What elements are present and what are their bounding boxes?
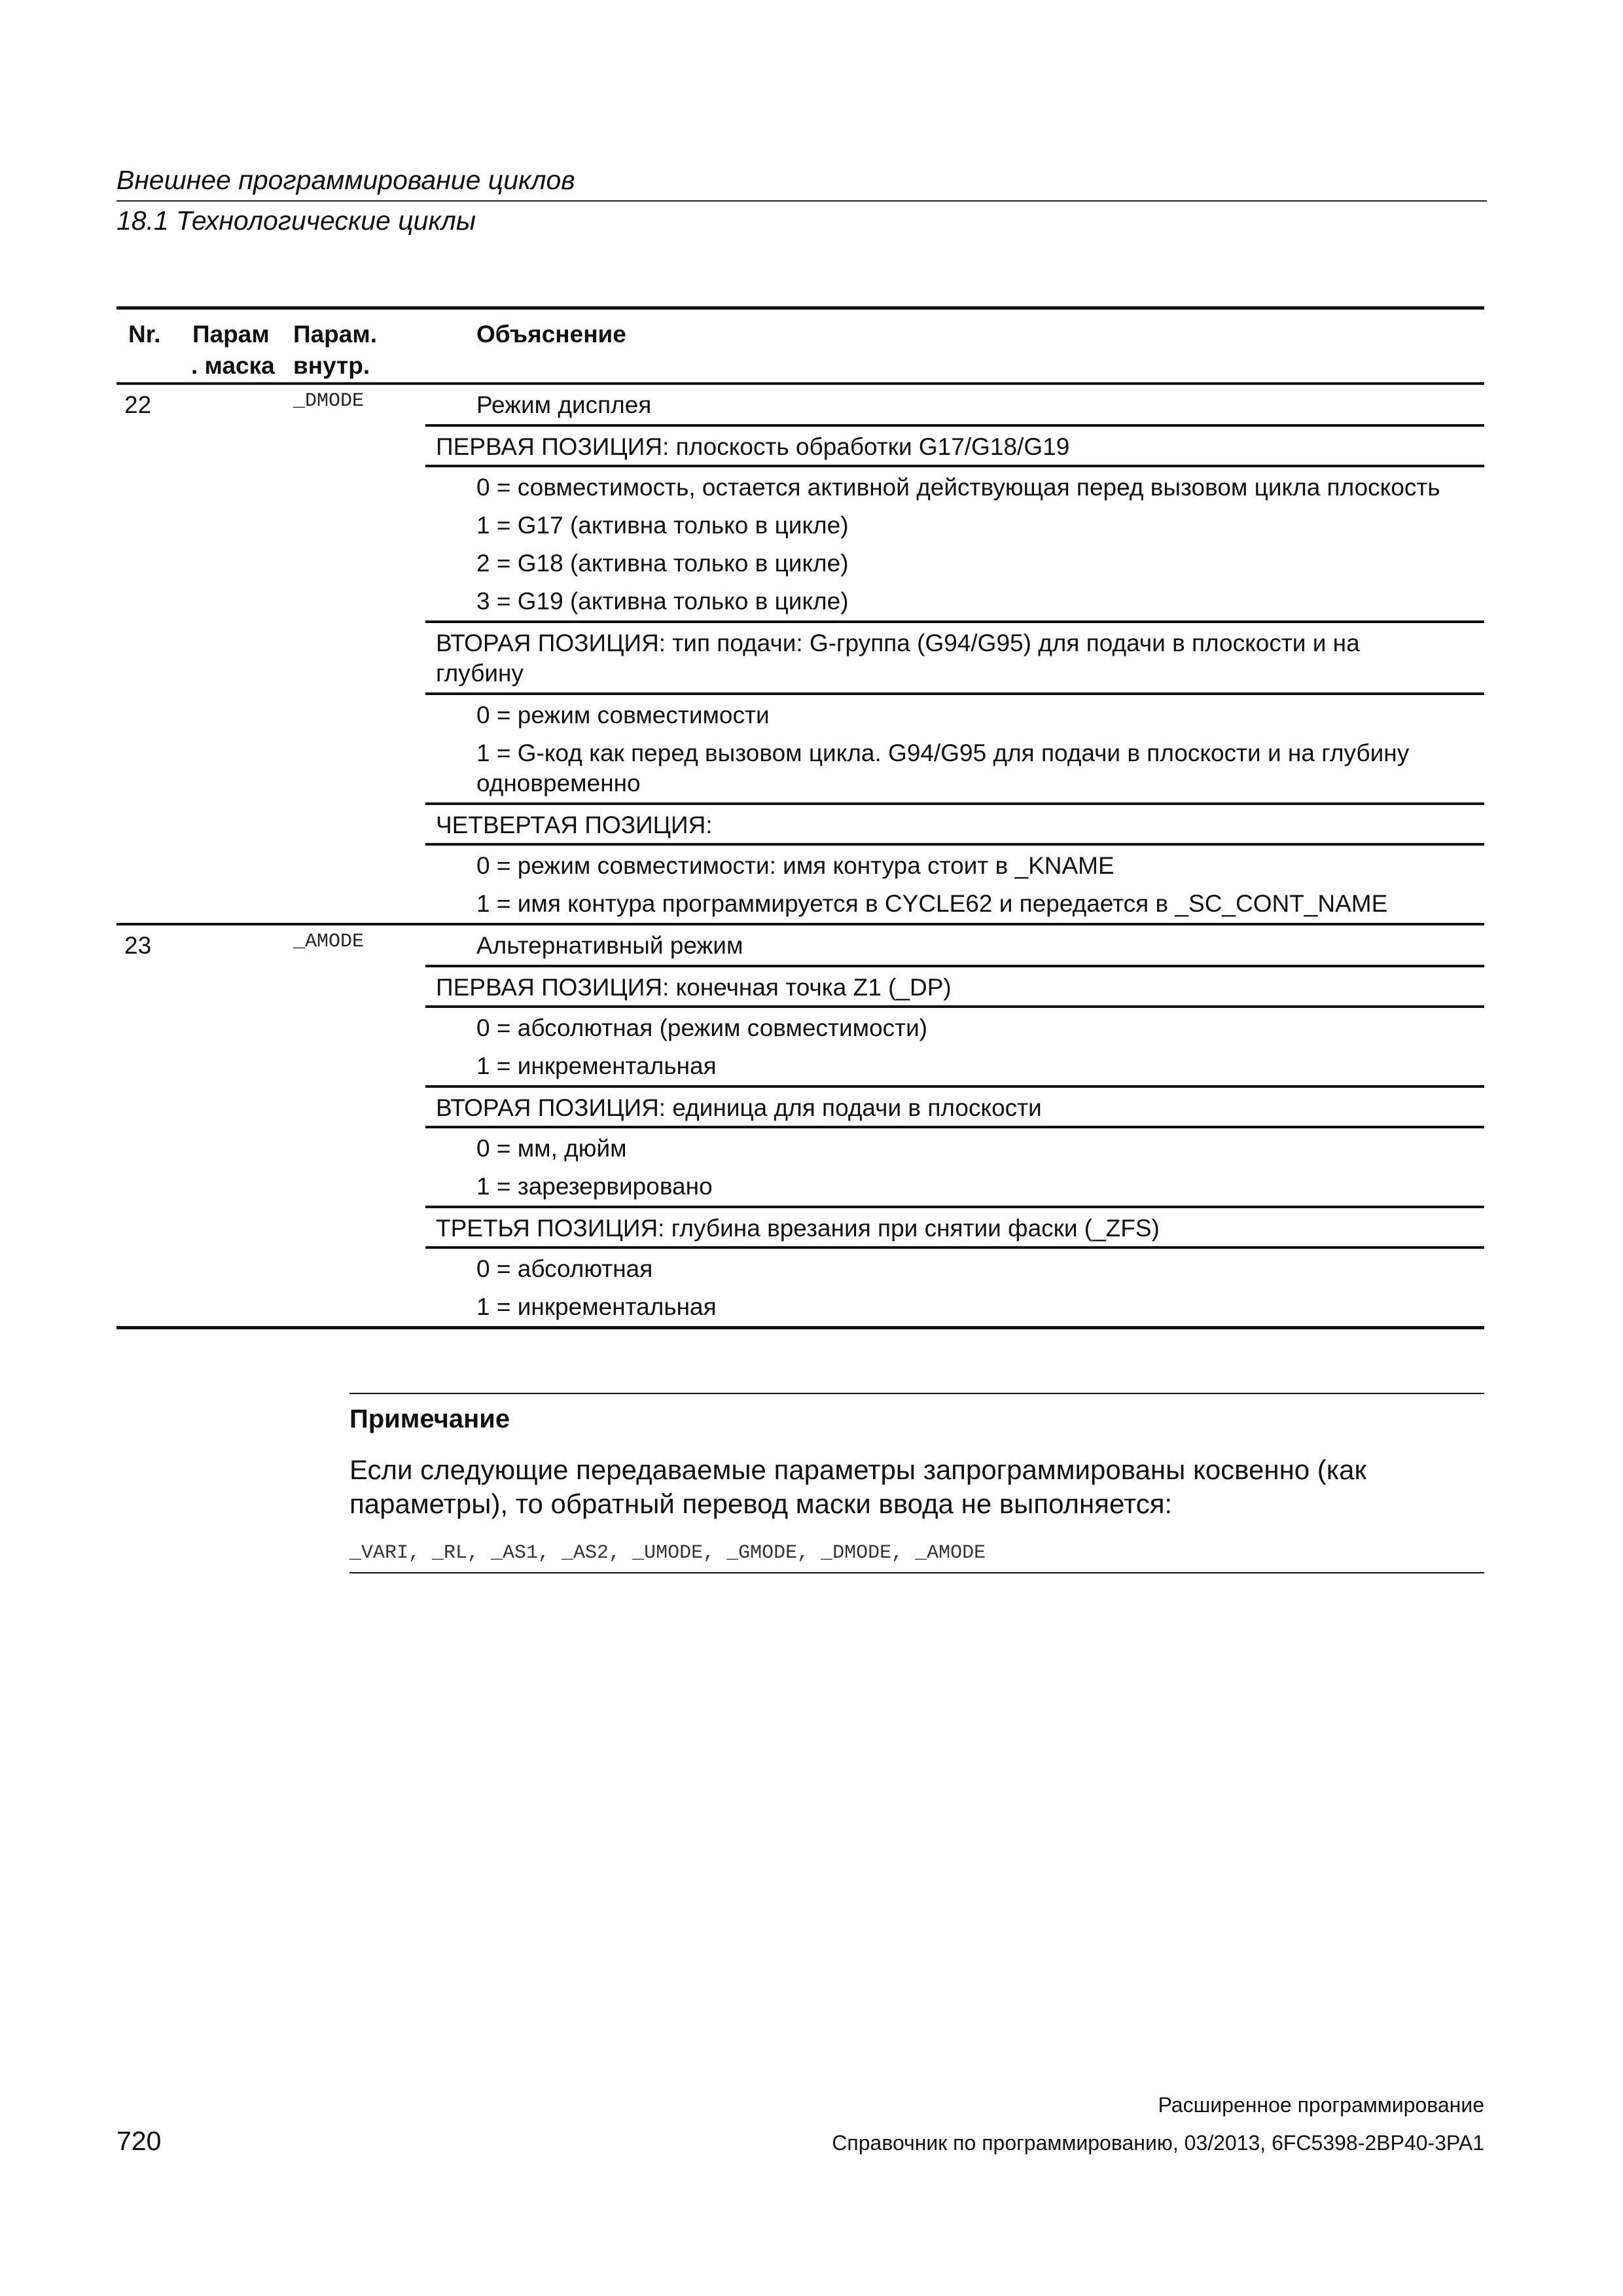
list-item: 2 = G18 (активна только в цикле) xyxy=(476,550,849,577)
group-heading: ТРЕТЬЯ ПОЗИЦИЯ: глубина врезания при снятии фаски (_ZFS) xyxy=(436,1215,1160,1242)
group-heading: ПЕРВАЯ ПОЗИЦИЯ: конечная точка Z1 (_DP) xyxy=(436,974,952,1001)
row-param: _DMODE xyxy=(293,390,365,412)
col-header-nr: Nr. xyxy=(128,321,161,348)
row-nr: 22 xyxy=(124,391,152,418)
chapter-title: Внешнее программирование циклов xyxy=(116,165,575,195)
list-item: 1 = инкрементальная xyxy=(476,1293,717,1320)
note-title: Примечание xyxy=(349,1405,510,1433)
list-item: 0 = абсолютная xyxy=(476,1255,653,1282)
list-item: 0 = мм, дюйм xyxy=(476,1135,627,1162)
table-top-rule xyxy=(116,306,1484,310)
list-item: 0 = режим совместимости xyxy=(476,702,770,728)
header-bottom-rule xyxy=(116,382,1484,385)
col-header-mask-2: . маска xyxy=(191,352,275,379)
row-nr: 23 xyxy=(124,932,152,959)
footer-doc-info: Справочник по программированию, 03/2013, 6FC5398-2BP40-3PA1 xyxy=(832,2131,1484,2155)
row-divider xyxy=(116,923,1484,925)
note-code: _VARI, _RL, _AS1, _AS2, _UMODE, _GMODE, _DMODE, _AMODE xyxy=(349,1542,986,1564)
row-divider xyxy=(425,692,1484,695)
header-divider xyxy=(116,200,1487,202)
note-bottom-rule xyxy=(349,1572,1484,1573)
row-divider xyxy=(425,843,1484,846)
page-number: 720 xyxy=(116,2126,162,2156)
table-bottom-rule xyxy=(116,1326,1484,1329)
row-divider xyxy=(425,1126,1484,1128)
row-divider xyxy=(425,802,1484,805)
col-header-internal-2: внутр. xyxy=(293,352,370,379)
row-divider xyxy=(425,620,1484,623)
list-item: 0 = режим совместимости: имя контура стоит в _KNAME xyxy=(476,852,1115,879)
list-item: 1 = инкрементальная xyxy=(476,1052,717,1079)
list-item: 1 = зарезервировано xyxy=(476,1173,713,1200)
section-title: 18.1 Технологические циклы xyxy=(116,206,476,236)
footer-book-title: Расширенное программирование xyxy=(1158,2093,1484,2117)
note-text-line1: Если следующие передаваемые параметры запрограммированы косвенно (как xyxy=(349,1454,1366,1485)
col-header-explanation: Объяснение xyxy=(476,321,626,348)
row-divider xyxy=(425,1206,1484,1208)
list-item: 0 = абсолютная (режим совместимости) xyxy=(476,1014,928,1041)
list-item-cont: одновременно xyxy=(476,770,641,797)
group-heading: ВТОРАЯ ПОЗИЦИЯ: единица для подачи в плоскости xyxy=(436,1094,1042,1121)
row-divider xyxy=(425,1005,1484,1008)
list-item: 0 = совместимость, остается активной действующая перед вызовом цикла плоскость xyxy=(476,474,1440,501)
row-title: Альтернативный режим xyxy=(476,932,743,959)
note-top-rule xyxy=(349,1393,1484,1394)
group-heading: ВТОРАЯ ПОЗИЦИЯ: тип подачи: G-группа (G94/G95) для подачи в плоскости и на xyxy=(436,630,1360,656)
row-divider xyxy=(425,1085,1484,1088)
group-heading-cont: глубину xyxy=(436,660,524,687)
row-divider xyxy=(425,1246,1484,1249)
row-title: Режим дисплея xyxy=(476,391,652,418)
row-divider xyxy=(425,424,1484,427)
group-heading: ЧЕТВЕРТАЯ ПОЗИЦИЯ: xyxy=(436,812,713,838)
col-header-internal-1: Парам. xyxy=(293,321,378,348)
list-item: 1 = имя контура программируется в CYCLE62 и передается в _SC_CONT_NAME xyxy=(476,890,1388,917)
group-heading: ПЕРВАЯ ПОЗИЦИЯ: плоскость обработки G17/G18/G19 xyxy=(436,433,1070,460)
row-divider xyxy=(425,965,1484,967)
list-item: 1 = G-код как перед вызовом цикла. G94/G95 для подачи в плоскости и на глубину xyxy=(476,740,1410,766)
note-text-line2: параметры), то обратный перевод маски ввода не выполняется: xyxy=(349,1488,1173,1519)
row-param: _AMODE xyxy=(293,931,365,953)
row-divider xyxy=(425,465,1484,467)
list-item: 1 = G17 (активна только в цикле) xyxy=(476,512,849,539)
col-header-mask-1: Парам xyxy=(192,321,270,348)
list-item: 3 = G19 (активна только в цикле) xyxy=(476,588,849,615)
